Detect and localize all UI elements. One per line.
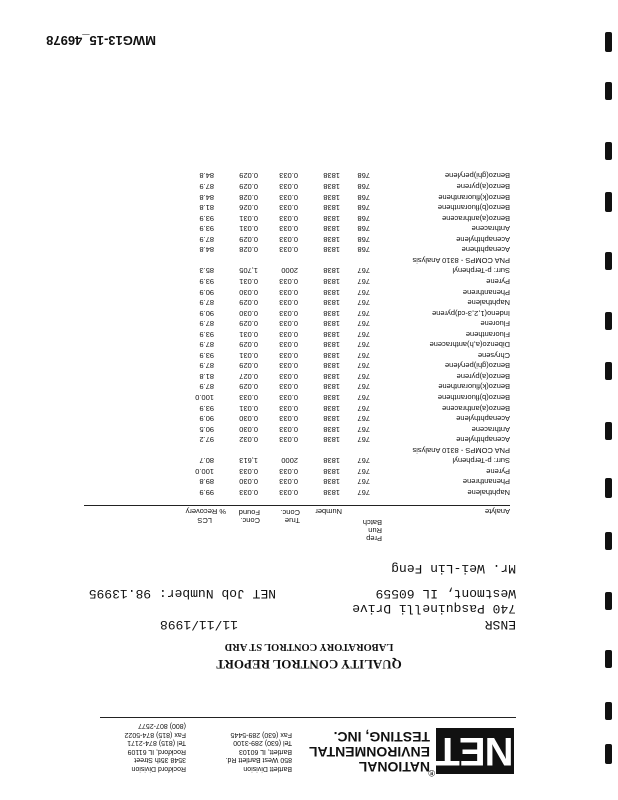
attention: Mr. Wei-Lin Feng <box>391 561 516 576</box>
row-analyte: Benzo(a)pyrene <box>456 371 510 381</box>
row-true-conc: 0.033 <box>279 435 298 445</box>
row-conc-found: 0.031 <box>239 329 258 339</box>
row-analyte: Surr: p-Terphenyl <box>452 456 510 466</box>
row-true-conc: 0.033 <box>279 287 298 297</box>
row-analyte: Acenaphthylene <box>456 435 510 445</box>
row-analyte: Phenanthrene <box>462 287 510 297</box>
row-prep-batch: 767 <box>357 298 370 308</box>
col-recovery: % Recovery <box>185 507 226 516</box>
row-analyte: Benzo(a)anthracene <box>442 213 510 223</box>
row-run-number: 1838 <box>323 435 340 445</box>
row-conc-found: 0.033 <box>239 466 258 476</box>
row-recovery: 84.8 <box>199 171 214 181</box>
row-conc-found: 0.033 <box>239 488 258 497</box>
row-true-conc: 2000 <box>281 456 298 466</box>
row-conc-found: 0.031 <box>239 213 258 223</box>
row-true-conc: 0.033 <box>279 477 298 487</box>
row-prep-batch: 768 <box>357 192 370 202</box>
row-run-number: 1838 <box>323 477 340 487</box>
row-prep-batch: 767 <box>357 340 370 350</box>
row-analyte: Benzo(k)fluoranthene <box>438 382 510 392</box>
binder-mark <box>605 192 612 212</box>
row-conc-found: 0.030 <box>239 477 258 487</box>
row-conc-found: 0.029 <box>239 234 258 244</box>
row-prep-batch: 768 <box>357 234 370 244</box>
binder-mark <box>605 478 612 498</box>
row-recovery: 90.9 <box>199 287 214 297</box>
row-analyte: Benzo(ghi)perylene <box>444 361 510 371</box>
row-prep-batch: 767 <box>357 287 370 297</box>
row-prep-batch: 767 <box>357 371 370 381</box>
row-run-number: 1838 <box>323 298 340 308</box>
row-recovery: 80.7 <box>199 456 214 466</box>
row-prep-batch: 767 <box>357 350 370 360</box>
row-prep-batch: 768 <box>357 203 370 213</box>
row-true-conc: 0.033 <box>279 182 298 192</box>
row-prep-batch: 767 <box>357 382 370 392</box>
row-true-conc: 0.033 <box>279 319 298 329</box>
row-recovery: 87.9 <box>199 361 214 371</box>
row-analyte: Fluorene <box>480 319 510 329</box>
row-analyte: Anthracene <box>471 224 510 234</box>
binder-mark <box>605 532 612 550</box>
row-prep-batch: 767 <box>357 277 370 286</box>
row-true-conc: 0.033 <box>279 350 298 360</box>
row-run-number: 1838 <box>323 266 340 276</box>
row-recovery: 89.8 <box>199 477 214 487</box>
row-conc-found: 0.029 <box>239 382 258 392</box>
row-run-number: 1838 <box>323 319 340 329</box>
row-run-number: 1838 <box>323 424 340 434</box>
row-true-conc: 0.033 <box>279 224 298 234</box>
table-header-rule <box>84 505 510 506</box>
col-true-conc: True Conc. <box>280 508 300 525</box>
col-prep-batch: Prep Run Batch <box>362 518 382 543</box>
row-conc-found: 0.027 <box>239 371 258 381</box>
row-true-conc: 0.033 <box>279 308 298 318</box>
document-id: MWG13-15_46978 <box>46 33 156 48</box>
row-recovery: 100.0 <box>195 466 214 476</box>
row-true-conc: 0.033 <box>279 329 298 339</box>
row-recovery: 81.8 <box>199 371 214 381</box>
row-analyte: Benzo(ghi)perylene <box>444 171 510 181</box>
row-run-number: 1838 <box>323 277 340 286</box>
row-analyte: Naphthalene <box>467 488 510 497</box>
client-address-2: Westmont, IL 60559 <box>375 586 516 601</box>
report-title: QUALITY CONTROL REPORT <box>216 657 402 672</box>
report-subtitle: LABORATORY CONTROL ST ARD <box>224 641 394 652</box>
row-run-number: 1838 <box>323 203 340 213</box>
header-divider <box>100 717 516 718</box>
row-prep-batch: 768 <box>357 213 370 223</box>
binder-mark <box>605 312 612 330</box>
row-true-conc: 0.033 <box>279 213 298 223</box>
binder-mark <box>605 744 612 764</box>
row-recovery: 84.8 <box>199 192 214 202</box>
row-true-conc: 0.033 <box>279 171 298 181</box>
row-recovery: 93.9 <box>199 224 214 234</box>
row-analyte: Benzo(b)fluoranthene <box>437 393 510 403</box>
row-analyte: Naphthalene <box>467 298 510 308</box>
row-run-number: 1838 <box>323 340 340 350</box>
row-run-number: 1838 <box>323 234 340 244</box>
row-conc-found: 0.032 <box>239 435 258 445</box>
row-prep-batch: 767 <box>357 403 370 413</box>
row-recovery: 90.9 <box>199 308 214 318</box>
col-conc-found: Conc. Found <box>238 508 260 525</box>
row-recovery: 87.9 <box>199 382 214 392</box>
row-prep-batch: 767 <box>357 435 370 445</box>
client-name: ENSR <box>484 617 516 632</box>
row-recovery: 85.3 <box>199 266 214 276</box>
row-conc-found: 0.030 <box>239 287 258 297</box>
row-prep-batch: 767 <box>357 393 370 403</box>
row-recovery: 90.9 <box>199 414 214 424</box>
row-conc-found: 0.031 <box>239 350 258 360</box>
col-number: Number <box>315 507 342 516</box>
client-address-1: 740 Pasquinelli Drive <box>352 601 516 616</box>
row-true-conc: 0.033 <box>279 382 298 392</box>
row-recovery: 97.2 <box>199 435 214 445</box>
row-analyte: Pyrene <box>486 466 510 476</box>
row-conc-found: 0.029 <box>239 182 258 192</box>
row-true-conc: 0.033 <box>279 234 298 244</box>
row-recovery: 93.9 <box>199 213 214 223</box>
row-conc-found: 0.028 <box>239 192 258 202</box>
binder-mark <box>605 362 612 380</box>
row-conc-found: 0.026 <box>239 203 258 213</box>
row-run-number: 1838 <box>323 182 340 192</box>
net-logo: NET <box>436 729 514 773</box>
bartlett-address: Bartlett Division 850 West Bartlett Rd. Bartlett, IL 60103 Tel (630) 289-3100 Fax (630) 289-5445 <box>225 731 292 772</box>
row-recovery: 87.9 <box>199 234 214 244</box>
row-true-conc: 2000 <box>281 266 298 276</box>
row-analyte: Phenanthrene <box>462 477 510 487</box>
row-conc-found: 0.029 <box>239 171 258 181</box>
row-analyte: Chrysene <box>477 350 510 360</box>
row-run-number: 1838 <box>323 403 340 413</box>
row-recovery: 87.9 <box>199 182 214 192</box>
row-run-number: 1838 <box>323 350 340 360</box>
row-prep-batch: 767 <box>357 488 370 497</box>
job-number: NET Job Number: 98.13995 <box>88 586 276 601</box>
row-conc-found: 0.030 <box>239 308 258 318</box>
row-true-conc: 0.033 <box>279 393 298 403</box>
row-prep-batch: 767 <box>357 456 370 466</box>
row-true-conc: 0.033 <box>279 403 298 413</box>
row-true-conc: 0.033 <box>279 203 298 213</box>
row-true-conc: 0.033 <box>279 424 298 434</box>
report-date: 11/11/1998 <box>159 617 238 632</box>
row-recovery: 93.9 <box>199 329 214 339</box>
row-conc-found: 0.028 <box>239 245 258 255</box>
row-prep-batch: 767 <box>357 266 370 276</box>
row-recovery: 87.9 <box>199 298 214 308</box>
row-conc-found: 0.030 <box>239 414 258 424</box>
row-analyte: Surr: p-Terphenyl <box>452 266 510 276</box>
row-analyte: Dibenzo(a,h)anthracene <box>429 340 510 350</box>
row-prep-batch: 767 <box>357 319 370 329</box>
row-prep-batch: 767 <box>357 308 370 318</box>
row-run-number: 1838 <box>323 171 340 181</box>
row-analyte: Anthracene <box>471 424 510 434</box>
row-run-number: 1838 <box>323 456 340 466</box>
row-analyte: Pyrene <box>486 277 510 286</box>
row-recovery: 87.9 <box>199 319 214 329</box>
row-prep-batch: 767 <box>357 466 370 476</box>
row-true-conc: 0.033 <box>279 371 298 381</box>
row-analyte: PNA COMPS - 8310 Analysis <box>412 255 510 265</box>
row-conc-found: 0.031 <box>239 277 258 286</box>
row-analyte: Benzo(b)fluoranthene <box>437 203 510 213</box>
row-true-conc: 0.033 <box>279 414 298 424</box>
row-run-number: 1838 <box>323 361 340 371</box>
row-run-number: 1838 <box>323 414 340 424</box>
row-run-number: 1838 <box>323 213 340 223</box>
row-run-number: 1838 <box>323 329 340 339</box>
row-recovery: 100.0 <box>195 393 214 403</box>
row-analyte: PNA COMPS - 8310 Analysis <box>412 445 510 455</box>
row-recovery: 84.8 <box>199 245 214 255</box>
row-prep-batch: 768 <box>357 171 370 181</box>
row-prep-batch: 768 <box>357 224 370 234</box>
row-true-conc: 0.033 <box>279 488 298 497</box>
row-recovery: 99.9 <box>199 488 214 497</box>
row-run-number: 1838 <box>323 382 340 392</box>
row-conc-found: 0.029 <box>239 319 258 329</box>
row-prep-batch: 768 <box>357 182 370 192</box>
row-run-number: 1838 <box>323 245 340 255</box>
row-conc-found: 0.031 <box>239 403 258 413</box>
rockford-address: Rockford Division 3548 35th Street Rockford, IL 61109 Tel (815) 874-2171 Fax (815) 874-5022 (800) 807-2577 <box>124 722 186 772</box>
row-conc-found: 0.031 <box>239 224 258 234</box>
row-true-conc: 0.033 <box>279 298 298 308</box>
row-true-conc: 0.033 <box>279 466 298 476</box>
binder-mark <box>605 82 612 100</box>
col-analyte: Analyte <box>484 507 510 516</box>
row-prep-batch: 767 <box>357 414 370 424</box>
binder-mark <box>605 252 612 270</box>
row-run-number: 1838 <box>323 308 340 318</box>
row-conc-found: 0.029 <box>239 361 258 371</box>
row-run-number: 1838 <box>323 224 340 234</box>
row-recovery: 87.9 <box>199 340 214 350</box>
row-recovery: 90.5 <box>199 424 214 434</box>
company-name: NATIONAL ENVIRONMENTAL TESTING, INC. <box>308 729 430 775</box>
row-true-conc: 0.033 <box>279 361 298 371</box>
row-true-conc: 0.033 <box>279 277 298 286</box>
row-prep-batch: 768 <box>357 245 370 255</box>
row-run-number: 1838 <box>323 287 340 297</box>
row-true-conc: 0.033 <box>279 245 298 255</box>
binder-mark <box>605 142 612 160</box>
binder-mark <box>605 702 612 720</box>
row-prep-batch: 767 <box>357 361 370 371</box>
row-conc-found: 0.033 <box>239 393 258 403</box>
row-analyte: Acenaphthylene <box>456 234 510 244</box>
row-recovery: 93.9 <box>199 403 214 413</box>
row-analyte: Benzo(k)fluoranthene <box>438 192 510 202</box>
binder-mark <box>605 592 612 610</box>
row-true-conc: 0.033 <box>279 340 298 350</box>
row-run-number: 1838 <box>323 371 340 381</box>
col-lcs: LCS <box>197 516 212 525</box>
row-analyte: Acenaphthylene <box>456 414 510 424</box>
row-recovery: 93.9 <box>199 350 214 360</box>
row-run-number: 1838 <box>323 488 340 497</box>
row-run-number: 1838 <box>323 393 340 403</box>
binder-mark <box>605 32 612 52</box>
row-true-conc: 0.033 <box>279 192 298 202</box>
row-prep-batch: 767 <box>357 477 370 487</box>
row-conc-found: 0.030 <box>239 424 258 434</box>
registered-mark: ® <box>428 768 435 778</box>
row-conc-found: 1,705 <box>239 266 258 276</box>
row-recovery: 81.8 <box>199 203 214 213</box>
row-prep-batch: 767 <box>357 424 370 434</box>
row-recovery: 93.9 <box>199 277 214 286</box>
row-analyte: Benzo(a)anthracene <box>442 403 510 413</box>
row-conc-found: 0.029 <box>239 298 258 308</box>
row-run-number: 1838 <box>323 466 340 476</box>
row-analyte: Acenaphthene <box>461 245 510 255</box>
row-analyte: Benzo(a)pyrene <box>456 182 510 192</box>
row-run-number: 1838 <box>323 192 340 202</box>
row-analyte: Fluoranthene <box>465 329 510 339</box>
row-analyte: Indeno(1,2,3-cd)pyrene <box>432 308 510 318</box>
binder-mark <box>605 422 612 440</box>
row-prep-batch: 767 <box>357 329 370 339</box>
row-conc-found: 1,613 <box>239 456 258 466</box>
row-conc-found: 0.029 <box>239 340 258 350</box>
